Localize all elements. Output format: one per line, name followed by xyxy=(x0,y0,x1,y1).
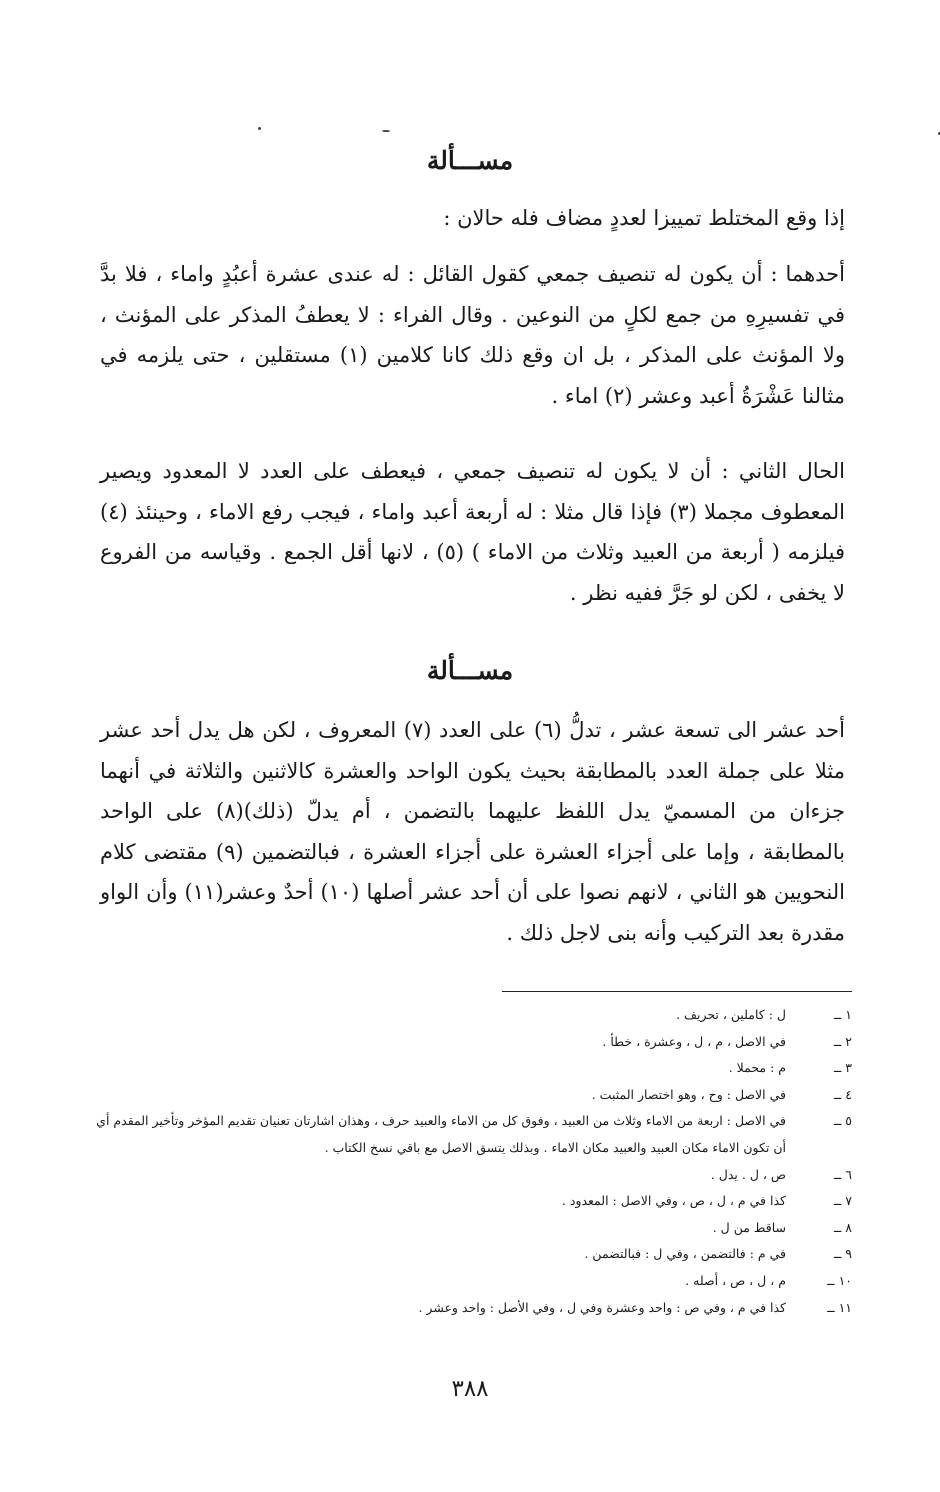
footnote-number: ٥ ــ xyxy=(833,1113,852,1129)
footnote-number: ٦ ــ xyxy=(833,1166,852,1182)
footnote-number: ١ ــ xyxy=(833,1007,852,1022)
paragraph-case-two: الحال الثاني : أن لا يكون له تنصيف جمعي ، فيعطف على العدد لا المعدود ويصير المعطوف مجملا (٣) فإذا قال مثلا : له أربعة أعبد واماء ، فيجب رفع الاماء ، وحينئذ (٤) فيلزمه ( أربعة من العبيد وثلاث من الاماء ) (٥) ، لانها أقل الجمع . وقياسه من الفروع لا يخفى ، لكن لو جَرَّ ففيه نظر . xyxy=(100,459,845,605)
footnote-text: في الاصل : اربعة من الاماء وثلاث من العبيد ، وفوق كل من الاماء والعبيد حرف ، وهذان اشارتان تعنيان تقديم المؤخر وتأخير المقدم أي أن تكون الاماء مكان العبيد والعبيد مكان الاماء . وبذلك يتسق الاصل مع باقي نسخ الكتاب . xyxy=(96,1113,786,1155)
footnote-number: ١١ ــ xyxy=(827,1299,852,1315)
paragraph-case-one: أحدهما : أن يكون له تنصيف جمعي كقول القائل : له عندى عشرة أعبُدٍ واماء ، فلا بدَّ في تفسيرِهِ من جمع لكلٍ من النوعين . وقال الفراء : لا يعطفُ المذكر على المؤنث ، ولا المؤنث على المذكر ، بل ان وقع ذلك كانا كلامين (١) مستقلين ، حتى يلزمه في مثالنا عَشْرَةُ أعبد وعشر (٢) اماء . xyxy=(100,262,845,408)
footnote-divider xyxy=(502,991,852,992)
footnote-number: ٤ ــ xyxy=(833,1086,852,1102)
footnote-text: م : محملا . xyxy=(728,1060,786,1076)
footnote-text: م ، ل ، ص ، أصله . xyxy=(685,1272,786,1288)
footnote-text: ل : كاملين ، تحريف . xyxy=(676,1007,786,1022)
footnote-text: في الاصل ، م ، ل ، وعشرة ، خطأ . xyxy=(602,1033,786,1049)
paragraph-section-two: أحد عشر الى تسعة عشر ، تدلُّ (٦) على العدد (٧) المعروف ، لكن هل يدل أحد عشر مثلا على جملة العدد بالمطابقة بحيث يكون الواحد والعشرة كالاثنين والثلاثة في أنهما جزءان من المسميّ يدل اللفظ عليهما بالتضمن ، أم يدلّ (ذلك)(٨) على الواحد بالمطابقة ، وإما على أجزاء العشرة على أجزاء العشرة ، فبالتضمين (٩) مقتضى كلام النحويين هو الثاني ، لانهم نصوا على أن أحد عشر أصلها (١٠) أحدٌ وعشر(١١) وأن الواو مقدرة بعد التركيب وأنه بنى لاجل ذلك . xyxy=(100,718,846,945)
footnote xyxy=(88,1082,852,1109)
footnote xyxy=(88,1002,852,1029)
footnote-text: كذا في م ، وفي ص : واحد وعشرة وفي ل ، وفي الأصل : واحد وعشر . xyxy=(418,1299,786,1315)
footnote-number: ٣ ــ xyxy=(833,1060,852,1076)
section-intro: إذا وقع المختلط تمييزا لعددٍ مضاف فله حالان : xyxy=(443,206,845,230)
footnote-text: في الاصل : وح ، وهو اختصار المثبت . xyxy=(591,1086,786,1102)
footnote-text: ساقط من ل . xyxy=(712,1219,786,1235)
print-speck xyxy=(382,130,390,132)
footnotes xyxy=(88,1002,852,1321)
footnote xyxy=(88,1188,852,1215)
footnote xyxy=(88,1108,852,1161)
footnote xyxy=(88,1295,852,1322)
section-heading: مســـألة xyxy=(426,656,514,685)
footnote-number: ١٠ ــ xyxy=(827,1272,852,1288)
footnote-text: كذا في م ، ل ، ص ، وفي الاصل : المعدود . xyxy=(561,1193,786,1209)
footnote xyxy=(88,1241,852,1268)
section-heading: مســـألة xyxy=(426,146,514,175)
footnote xyxy=(88,1029,852,1056)
footnote-number: ٢ ــ xyxy=(833,1033,852,1049)
footnote-text: ص ، ل . يدل . xyxy=(710,1166,786,1182)
page-number: ٣٨٨ xyxy=(451,1376,489,1402)
footnote-number: ٨ ــ xyxy=(833,1219,852,1235)
footnote-text: في م : فالتضمن ، وفي ل : فبالتضمن . xyxy=(584,1246,786,1262)
print-speck xyxy=(258,127,261,130)
footnote-number: ٩ ــ xyxy=(833,1246,852,1262)
footnote xyxy=(88,1055,852,1082)
footnote xyxy=(88,1215,852,1242)
footnote xyxy=(88,1268,852,1295)
footnote xyxy=(88,1162,852,1189)
footnote-number: ٧ ــ xyxy=(833,1193,852,1209)
